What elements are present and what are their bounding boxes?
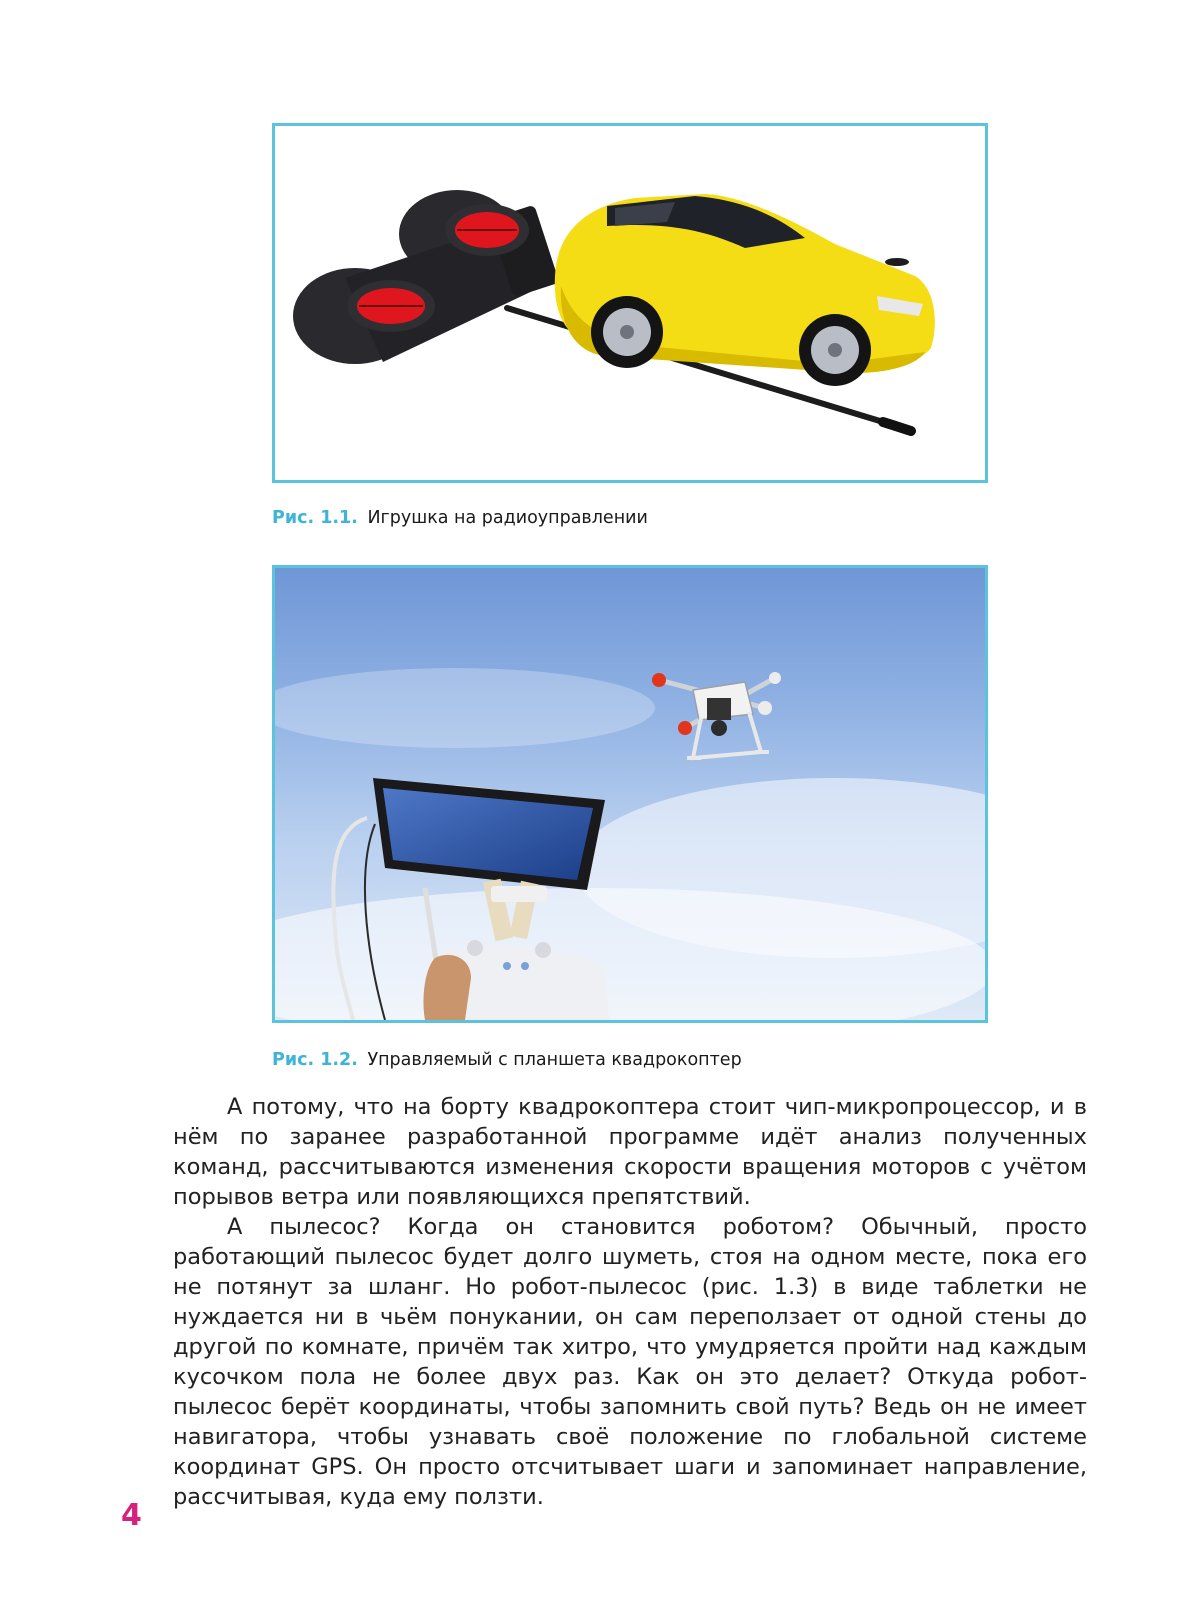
rc-toy-car-illustration	[275, 126, 985, 480]
yellow-toy-car	[555, 194, 935, 386]
main-text	[173, 1092, 1087, 1512]
figure-caption-text: Управляемый с планшета квадрокоптер	[367, 1050, 742, 1070]
quadcopter-drone	[652, 672, 781, 758]
page-number: 4	[121, 1498, 142, 1533]
figure-label: Рис. 1.1.	[272, 508, 358, 528]
figure-1-2-image	[272, 565, 988, 1023]
paragraph: А пылесос? Когда он становится роботом? Обычный, просто работающий пылесос будет долго шуметь, стоя на одном месте, пока его не потянут за шланг. Но робот-пылесос (рис. 1.3) в виде таблетки не нуждается ни в чьём понукании, он сам переползает от одной стены до другой по комнате, причём так хитро, что умудряется пройти над каждым кусочком пола не более двух раз. Как он это делает? Откуда робот-пылесос берёт координаты, чтобы запомнить свой путь? Ведь он не имеет навигатора, чтобы узнавать своё положение по глобальной системе координат GPS. Он просто отсчитывает шаги и запоминает направление, рассчитывая, куда ему ползти.	[173, 1214, 1087, 1510]
figure-label: Рис. 1.2.	[272, 1050, 358, 1070]
paragraph: А потому, что на борту квадрокоптера стоит чип-микропроцессор, и в нём по заранее разработанной программе идёт анализ полученных команд, рассчитываются изменения скорости вращения моторов с учётом порывов ветра или появляющихся препятствий.	[173, 1094, 1087, 1210]
remote-controller	[293, 190, 559, 364]
figure-1-1-caption	[272, 508, 648, 528]
figure-caption-text: Игрушка на радиоуправлении	[367, 508, 648, 528]
figure-1-1-image	[272, 123, 988, 483]
figure-1-2-caption	[272, 1050, 742, 1070]
quadcopter-tablet-illustration	[275, 568, 985, 1020]
